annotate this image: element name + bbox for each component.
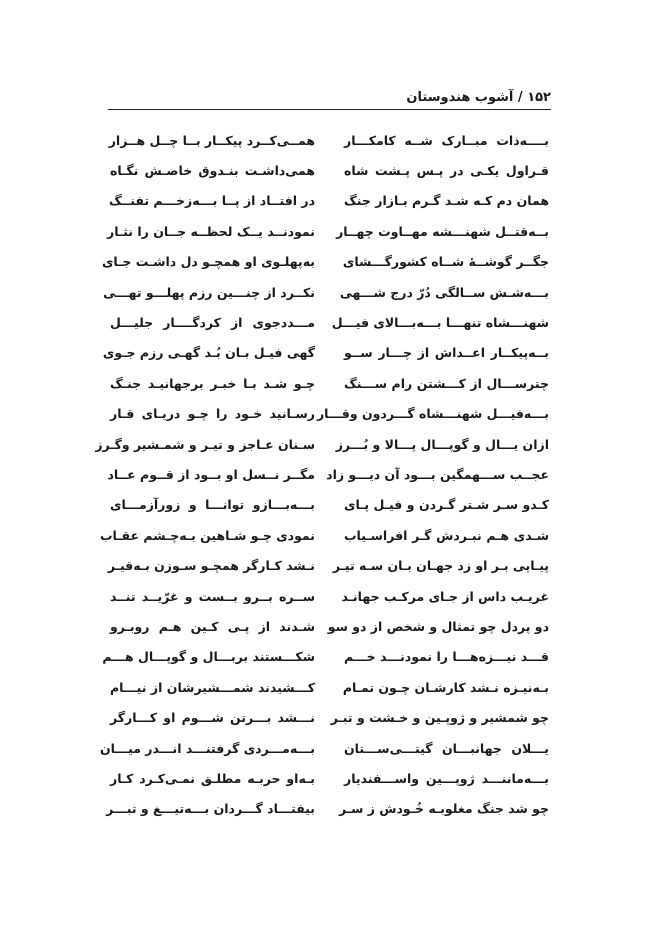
verse bbox=[110, 125, 549, 155]
hemistich-first: بـــه‌ماننـــد ژوپـــین واســـفندیار bbox=[344, 770, 549, 786]
verse bbox=[102, 642, 549, 672]
hemistich-first: بــــه‌ذات مبــارک شــه کامکـــار bbox=[344, 132, 549, 148]
hemistich-second: بـــه‌بـــازو توانـــا و زورآزمـــای bbox=[110, 497, 315, 513]
hemistich-second: مـــددجوی از کردگــــار جلیـــل bbox=[110, 315, 315, 331]
hemistich-second: چـو شـد بـا خبـر برجهانیـد جنـگ bbox=[110, 375, 315, 391]
verse bbox=[107, 459, 549, 489]
hemistich-first: بـــه‌فیـــل شهنـــشاه گـــردون وقـــار bbox=[316, 406, 549, 422]
hemistich-second: رسـانید خـود را چـو دریـای قـار bbox=[110, 406, 315, 422]
verse bbox=[102, 338, 549, 368]
hemistich-first: چترســـال از کـــشتن رام ســـنگ bbox=[344, 375, 549, 391]
hemistich-first: همان دم کـه شـد گـرم بـازار جنگ bbox=[344, 193, 549, 209]
running-head: ۱۵۲ / آشوب هندوستان bbox=[406, 90, 551, 105]
verse bbox=[106, 794, 549, 824]
hemistich-second: نـــشد بـــرتن شـــوم او کـــارگر bbox=[110, 710, 315, 726]
hemistich-second: بیفتـــاد گـــردان بـــه‌تیـــغ و تبـــر bbox=[106, 801, 315, 817]
hemistich-second: همی‌داشـت بنـدوق خاصـش نگـاه bbox=[110, 163, 315, 179]
verse bbox=[110, 155, 549, 185]
hemistich-first: بــه‌پیکــار اعــداش از چـــار ســو bbox=[344, 345, 549, 361]
verse bbox=[110, 763, 549, 793]
verse bbox=[101, 247, 549, 277]
hemistich-second: بـــه‌مـــردی گرفتنـــد انـــدر میـــان bbox=[99, 740, 315, 756]
verse bbox=[100, 520, 549, 550]
verse bbox=[99, 733, 549, 763]
hemistich-second: نمودی چـو شـاهین بـه‌چـشم عقـاب bbox=[100, 527, 315, 543]
verse bbox=[110, 672, 549, 702]
header-rule bbox=[108, 109, 551, 110]
hemistich-second: شـدند از پـی کـین هـم روبـرو bbox=[110, 618, 315, 634]
hemistich-first: شهنـــشاه تنهـــا بـــه‌بـــالای فیـــل bbox=[331, 315, 549, 331]
verse bbox=[107, 216, 549, 246]
hemistich-first: قـــد نیـــزه‌هـــا را نمودنـــد خـــم bbox=[344, 649, 549, 665]
verse bbox=[107, 550, 549, 580]
hemistich-first: یـــلان جهانبـــان گیتـــی‌ســـتان bbox=[344, 740, 549, 756]
hemistich-second: به‌پهلـوی او همچـو دل داشـت جـای bbox=[101, 254, 315, 270]
hemistich-first: بـــه‌شـش ســالگی دُرّ درج شـــهی bbox=[339, 284, 549, 300]
hemistich-second: نمودنــد یــک لحظــه جــان را نثـار bbox=[107, 223, 315, 239]
hemistich-first: بــه‌قتــل شهنـــشه مهــاوت چهــار bbox=[336, 223, 549, 239]
verse bbox=[110, 581, 549, 611]
verse bbox=[110, 702, 549, 732]
hemistich-first: عجــب ســـهمگین بـــود آن دیـــو زاد bbox=[326, 466, 549, 482]
hemistich-first: چو شمشیر و ژوپـین و خـشت و تبـر bbox=[330, 710, 549, 726]
hemistich-second: نکــرد از چنـــین رزم پهلـــو تهـــی bbox=[103, 284, 315, 300]
verse bbox=[110, 611, 549, 641]
hemistich-first: شـدی هـم نبـردش گـر افراسـیاب bbox=[344, 527, 549, 543]
hemistich-first: کـدو سـر شـتر گـردن و فیـل پـای bbox=[344, 497, 549, 513]
verse bbox=[110, 490, 549, 520]
hemistich-first: قـراول یکـی در پـس پـشت شاه bbox=[344, 163, 549, 179]
hemistich-second: مگــر نــسل او بــود از قــوم عــاد bbox=[107, 466, 315, 482]
hemistich-second: بـه‌او حربـه مطلـق نمـی‌کـرد کـار bbox=[110, 770, 315, 786]
hemistich-first: ازان یـــال و گوپـــال پـــالا و بُـــرز bbox=[335, 436, 549, 452]
hemistich-first: دو پردل چو تمثال و شخص از دو سو bbox=[327, 618, 549, 634]
hemistich-first: پیـاپی بـر او زد جهـان بـان سـه تیـر bbox=[332, 558, 549, 574]
hemistich-second: کـــشیدند شمـــشیرشان از نیـــام bbox=[110, 679, 315, 695]
verse bbox=[110, 368, 549, 398]
hemistich-second: در افتــاد از پــا بـــه‌زخـــم تفنــگ bbox=[108, 193, 315, 209]
hemistich-second: گهی فیـل بـان بُـد گهـی رزم جـوی bbox=[102, 345, 315, 361]
verse bbox=[110, 399, 549, 429]
verse bbox=[103, 277, 549, 307]
hemistich-second: نـشد کـارگر همچـو سـوزن بـه‌قیـر bbox=[107, 558, 315, 574]
hemistich-second: شکـــستند بربـــال و گوپـــال هـــم bbox=[102, 649, 315, 665]
verse bbox=[110, 186, 549, 216]
hemistich-second: ســره بــرو بــست و غرّیــد تنــد bbox=[110, 588, 315, 604]
poem bbox=[95, 125, 549, 824]
page-header bbox=[108, 86, 551, 108]
verse bbox=[110, 307, 549, 337]
verse bbox=[95, 429, 549, 459]
hemistich-first: بـه‌نیـزه نـشد کارشـان چـون تمـام bbox=[342, 679, 549, 695]
hemistich-first: غریـب داس از جـای مرکـب جهانـد bbox=[341, 588, 549, 604]
hemistich-first: چو شد جنگ مغلوبـه خُـودش ز سـر bbox=[339, 801, 549, 817]
hemistich-second: سـنان عـاجز و تیـر و شمـشیر وگـرز bbox=[95, 436, 315, 452]
hemistich-first: جگــر گوشــهٔ شــاه کشورگـــشای bbox=[342, 254, 549, 270]
hemistich-second: همــی‌کــرد پیکــار بــا چــل هــزار bbox=[108, 132, 315, 148]
